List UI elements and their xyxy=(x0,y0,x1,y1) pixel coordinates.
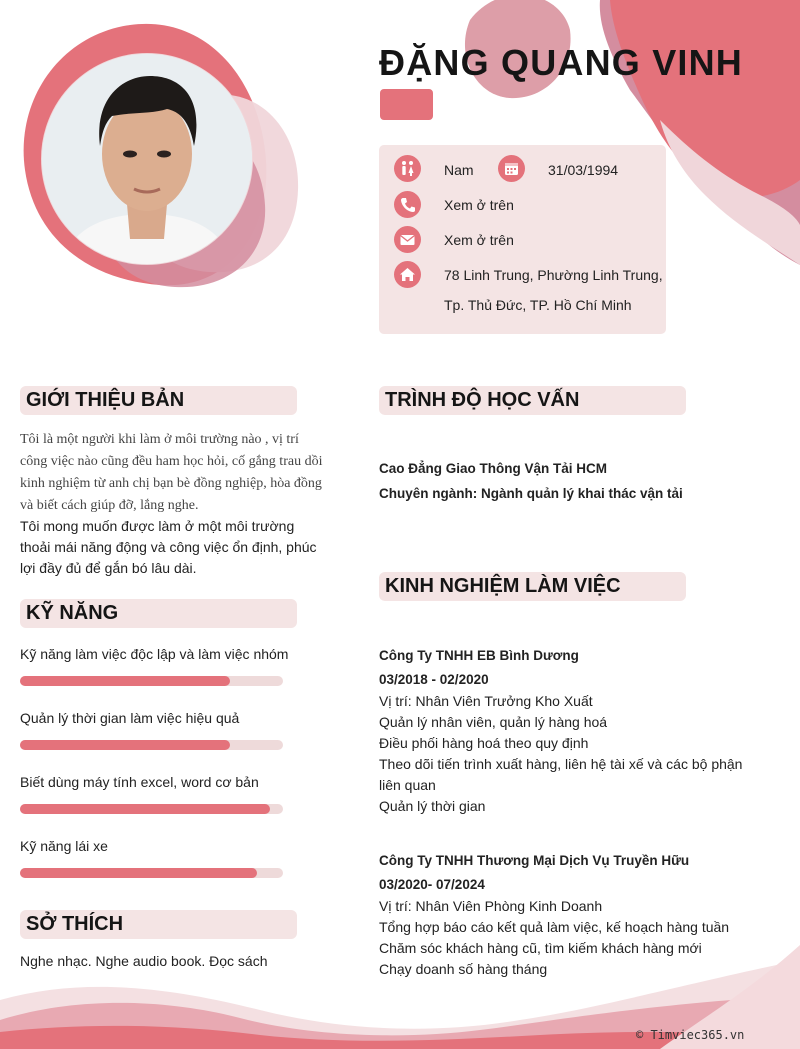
gender-value: Nam xyxy=(444,162,474,178)
skill-bar xyxy=(20,676,283,686)
skill-bar xyxy=(20,868,283,878)
skill-label: Kỹ năng làm việc độc lập và làm việc nhóm xyxy=(20,646,289,662)
email-value: Xem ở trên xyxy=(444,232,514,248)
phone-value: Xem ở trên xyxy=(444,197,514,213)
experience-heading: KINH NGHIỆM LÀM VIỆC xyxy=(385,575,621,597)
avatar-icon xyxy=(42,54,252,264)
job-company: Công Ty TNHH EB Bình Dương xyxy=(379,648,579,663)
education-major: Chuyên ngành: Ngành quản lý khai thác vận tải xyxy=(379,486,683,501)
address-line-1: 78 Linh Trung, Phường Linh Trung, xyxy=(444,267,663,283)
hobbies-heading: SỞ THÍCH xyxy=(26,913,124,935)
education-heading: TRÌNH ĐỘ HỌC VẤN xyxy=(385,389,580,411)
hobbies-text: Nghe nhạc. Nghe audio book. Đọc sách xyxy=(20,953,268,969)
intro-section-header xyxy=(20,386,297,415)
job-line: Quản lý nhân viên, quản lý hàng hoá xyxy=(379,714,608,730)
skill-label: Biết dùng máy tính excel, word cơ bản xyxy=(20,774,259,790)
skill-bar-fill xyxy=(20,868,257,878)
birthday-value: 31/03/1994 xyxy=(548,162,619,178)
intro-paragraph-2: Tôi mong muốn được làm ở một môi trường thoải mái năng động và công việc ổn định, phúc lợi đầy đủ để gắn bó lâu dài. xyxy=(20,518,317,576)
email-icon xyxy=(394,226,421,253)
contact-info-box xyxy=(379,145,666,334)
skills-section-header xyxy=(20,599,297,628)
job-company: Công Ty TNHH Thương Mại Dịch Vụ Truyền Hữu xyxy=(379,853,690,868)
skills-heading: KỸ NĂNG xyxy=(26,602,119,624)
job-line: Chạy doanh số hàng tháng xyxy=(379,961,548,977)
job-period: 03/2020- 07/2024 xyxy=(379,877,485,892)
job-line: Tổng hợp báo cáo kết quả làm việc, kế hoạch hàng tuần xyxy=(379,919,730,935)
job-line: Điều phối hàng hoá theo quy định xyxy=(379,735,589,751)
intro-paragraph-1: Tôi là một người khi làm ở môi trường nào , vị trí công việc nào cũng đều ham học hỏi, cố gắng trau dồi kinh nghiệm từ anh chị bạn bè đồng nghiệp, hòa đồng và biết cách giúp đỡ, lắng nghe. xyxy=(20,432,323,513)
skill-bar-fill xyxy=(20,740,230,750)
education-school: Cao Đẳng Giao Thông Vận Tải HCM xyxy=(379,461,608,476)
gender-icon xyxy=(394,155,421,182)
job-line: liên quan xyxy=(379,777,436,793)
candidate-name: ĐẶNG QUANG VINH xyxy=(379,42,744,83)
intro-text xyxy=(20,428,328,579)
job-line: Theo dõi tiến trình xuất hàng, liên hệ tài xế và các bộ phận xyxy=(379,756,743,772)
skill-label: Quản lý thời gian làm việc hiệu quả xyxy=(20,710,240,726)
job-line: Vị trí: Nhân Viên Trưởng Kho Xuất xyxy=(379,693,593,709)
skill-bar-fill xyxy=(20,804,270,814)
intro-heading: GIỚI THIỆU BẢN xyxy=(26,389,185,411)
skill-bar xyxy=(20,740,283,750)
phone-icon xyxy=(394,191,421,218)
job-line: Chăm sóc khách hàng cũ, tìm kiếm khách hàng mới xyxy=(379,940,702,956)
job-period: 03/2018 - 02/2020 xyxy=(379,672,489,687)
skill-label: Kỹ năng lái xe xyxy=(20,838,108,854)
home-icon xyxy=(394,261,421,288)
address-line-2: Tp. Thủ Đức, TP. Hồ Chí Minh xyxy=(444,297,632,313)
footer-copyright: © Timviec365.vn xyxy=(636,1028,745,1042)
experience-section-header xyxy=(379,572,686,601)
job-title-badge xyxy=(380,89,433,120)
skill-bar-fill xyxy=(20,676,230,686)
job-line: Quản lý thời gian xyxy=(379,798,486,814)
job-line: Vị trí: Nhân Viên Phòng Kinh Doanh xyxy=(379,898,603,914)
education-section-header xyxy=(379,386,686,415)
skill-bar xyxy=(20,804,283,814)
calendar-icon xyxy=(498,155,525,182)
hobbies-section-header xyxy=(20,910,297,939)
profile-photo xyxy=(41,53,253,265)
